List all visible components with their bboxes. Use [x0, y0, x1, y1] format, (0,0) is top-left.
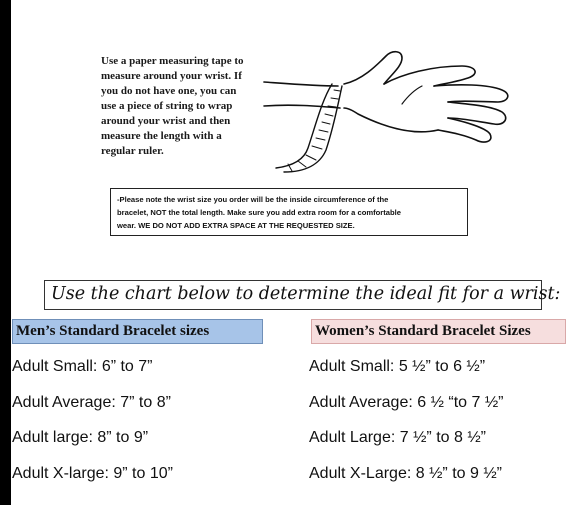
measuring-instructions	[101, 54, 271, 159]
wrist-size-note	[110, 188, 468, 236]
men-size-chart-title: Men’s Standard Bracelet sizes	[12, 319, 263, 344]
note-line: wear. WE DO NOT ADD EXTRA SPACE AT THE REQUESTED SIZE.	[117, 221, 355, 230]
men-size-row: Adult X-large: 9” to 10”	[12, 465, 173, 482]
instruction-line: measure the length with a	[101, 130, 222, 142]
women-size-row: Adult Average: 6 ½ “to 7 ½”	[309, 394, 504, 411]
hand-measuring-tape-illustration	[262, 44, 522, 174]
instruction-line: measure around your wrist. If	[101, 70, 242, 82]
men-size-row: Adult Small: 6” to 7”	[12, 358, 153, 375]
instruction-line: you do not have one, you can	[101, 85, 237, 97]
note-line: -Please note the wrist size you order will be the inside circumference of the	[117, 195, 389, 204]
instruction-line: around your wrist and then	[101, 115, 231, 127]
women-size-row: Adult Small: 5 ½” to 6 ½”	[309, 358, 486, 375]
men-size-row: Adult large: 8” to 9”	[12, 429, 149, 446]
women-size-row: Adult Large: 7 ½” to 8 ½”	[309, 429, 486, 446]
instruction-line: use a piece of string to wrap	[101, 100, 233, 112]
women-size-chart-title: Women’s Standard Bracelet Sizes	[311, 319, 566, 344]
instruction-line: Use a paper measuring tape to	[101, 55, 244, 67]
chart-heading: Use the chart below to determine the ideal fit for a wrist:	[44, 280, 542, 310]
left-border-bar	[0, 0, 11, 505]
note-line: bracelet, NOT the total length. Make sure you add extra room for a comfortable	[117, 208, 401, 217]
instruction-line: regular ruler.	[101, 145, 164, 157]
women-size-row: Adult X-Large: 8 ½” to 9 ½”	[309, 465, 502, 482]
men-size-row: Adult Average: 7” to 8”	[12, 394, 171, 411]
